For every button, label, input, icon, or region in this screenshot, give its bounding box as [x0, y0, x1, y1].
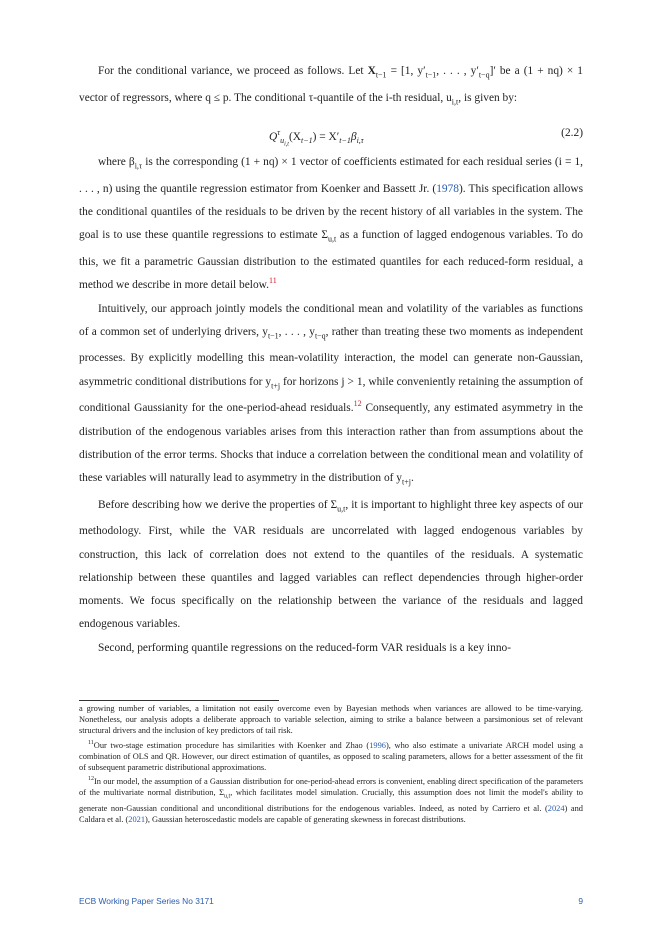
body-text: [79, 60, 583, 660]
footnote-ref-11[interactable]: 11: [269, 276, 277, 286]
citation-koenker-zhao-1996[interactable]: 1996: [369, 740, 386, 750]
footnotes: [79, 703, 583, 826]
footnote-continuation: a growing number of variables, a limitation not easily overcome even by Bayesian methods when variances are allowed to be time-varying. Nonetheless, our analysis adopts a deliberate approach to variable selection, aiming to strike a balance between a parsimonious set of relevant structural drivers and the inclusion of key predictors of tail risk.: [79, 704, 583, 736]
math-x: X: [367, 65, 376, 77]
equation-2-2: [79, 115, 583, 151]
citation-koenker-1978[interactable]: 1978: [436, 182, 459, 195]
footnote-12: $^{12}$In our model, the assumption of a Gaussian distribution for one-period-ahead errors is convenient, enabling direct specification of the parameters of the multivariate normal distribution, $\Sigma_{u,t}$, which facilitates model simulation. Crucially, this assumption does not limit the model's ability to generate non-Gaussian conditional and unconditional distributions for the endogenous variables. Indeed, as noted by Carriero et al. (2024) and Caldara et al. (2021), Gaussian heteroscedastic models are capable of generating skewness in forecast distributions.: [79, 776, 583, 825]
paragraph-2: where $\beta_{i,\tau}$ is the corresponding (1 + nq) × 1 vector of coefficients estimated for each residual series (i = 1, . . . , n) using the quantile regression estimator from Koenker and Bassett Jr. (1978). This specification allows the conditional quantiles of the residuals to be driven by the recent history of all variables in the system. The goal is to use these quantile regressions to estimate $\Sigma_{u,t}$ as a function of lagged endogenous variables. To do this, we fit a parametric Gaussian distribution to the estimated quantiles for each reduced-form residual, a method we describe in more detail below.$^{11}$: [79, 156, 583, 292]
page-footer: [79, 896, 583, 910]
page-number: 9: [578, 896, 583, 906]
series-label: ECB Working Paper Series No 3171: [79, 896, 214, 906]
citation-carriero-2024[interactable]: 2024: [547, 803, 565, 813]
paragraph-1: For the conditional variance, we proceed as follows. Let $X_{t-1} = [1$, $y'_{t-1}$, . . . , $y'_{t-q}]'$ be a (1 + nq) × 1 vector of regressors, where q ≤ p. The conditional τ-quantile of the i-th residual, $u_{i,t}$, is given by:: [79, 65, 583, 106]
equation-body: $Q^\tau_{u_{i,t}}(X_{t-1}) = X'_{t-1}\beta_{i,\tau}$: [269, 128, 364, 148]
footnote-ref-12[interactable]: 12: [353, 399, 362, 409]
paragraph-5: Second, performing quantile regressions on the reduced-form VAR residuals is a key inno-: [98, 641, 512, 654]
paragraph-4: Before describing how we derive the properties of $\Sigma_{u,t}$, it is important to highlight three key aspects of our methodology. First, while the VAR residuals are uncorrelated with lagged endogenous variables by construction, this lack of correlation does not extend to the quantiles of the residuals. A systematic relationship between these quantiles and lagged variables can reflect dependencies through higher-order moments. We focus specifically on the relationship between the variance of the residuals and lagged endogenous variables.: [79, 498, 583, 631]
paragraph-3: Intuitively, our approach jointly models the conditional mean and volatility of the variables as functions of a common set of underlying drivers, $y_{t-1}$, . . . , $y_{t-q}$, rather than treating these two moments as independent processes. By explicitly modelling this mean-volatility interaction, the model can generate non-Gaussian, asymmetric conditional distributions for $y_{t+j}$ for horizons j > 1, while conveniently retaining the assumption of conditional Gaussianity for the one-period-ahead residuals.$^{12}$ Consequently, any estimated asymmetry in the distribution of the endogenous variables arises from this interaction rather than from assumptions about the distribution of the error terms. Shocks that induce a correlation between the conditional mean and volatility of these variables will naturally lead to asymmetry in the distribution of $y_{t+j}$.: [79, 302, 584, 487]
footnote-11: $^{11}$Our two-stage estimation procedure has similarities with Koenker and Zhao (1996), who also estimate a univariate ARCH model using a combination of OLS and QR. However, our direct estimation of quantiles, as opposed to scaling parameters, allows for a better assessment of the fit of subsequent parametric distributional approximations.: [79, 739, 583, 772]
equation-number: (2.2): [561, 127, 583, 140]
citation-caldara-2021[interactable]: 2021: [128, 815, 146, 825]
footnote-rule: [79, 700, 279, 701]
